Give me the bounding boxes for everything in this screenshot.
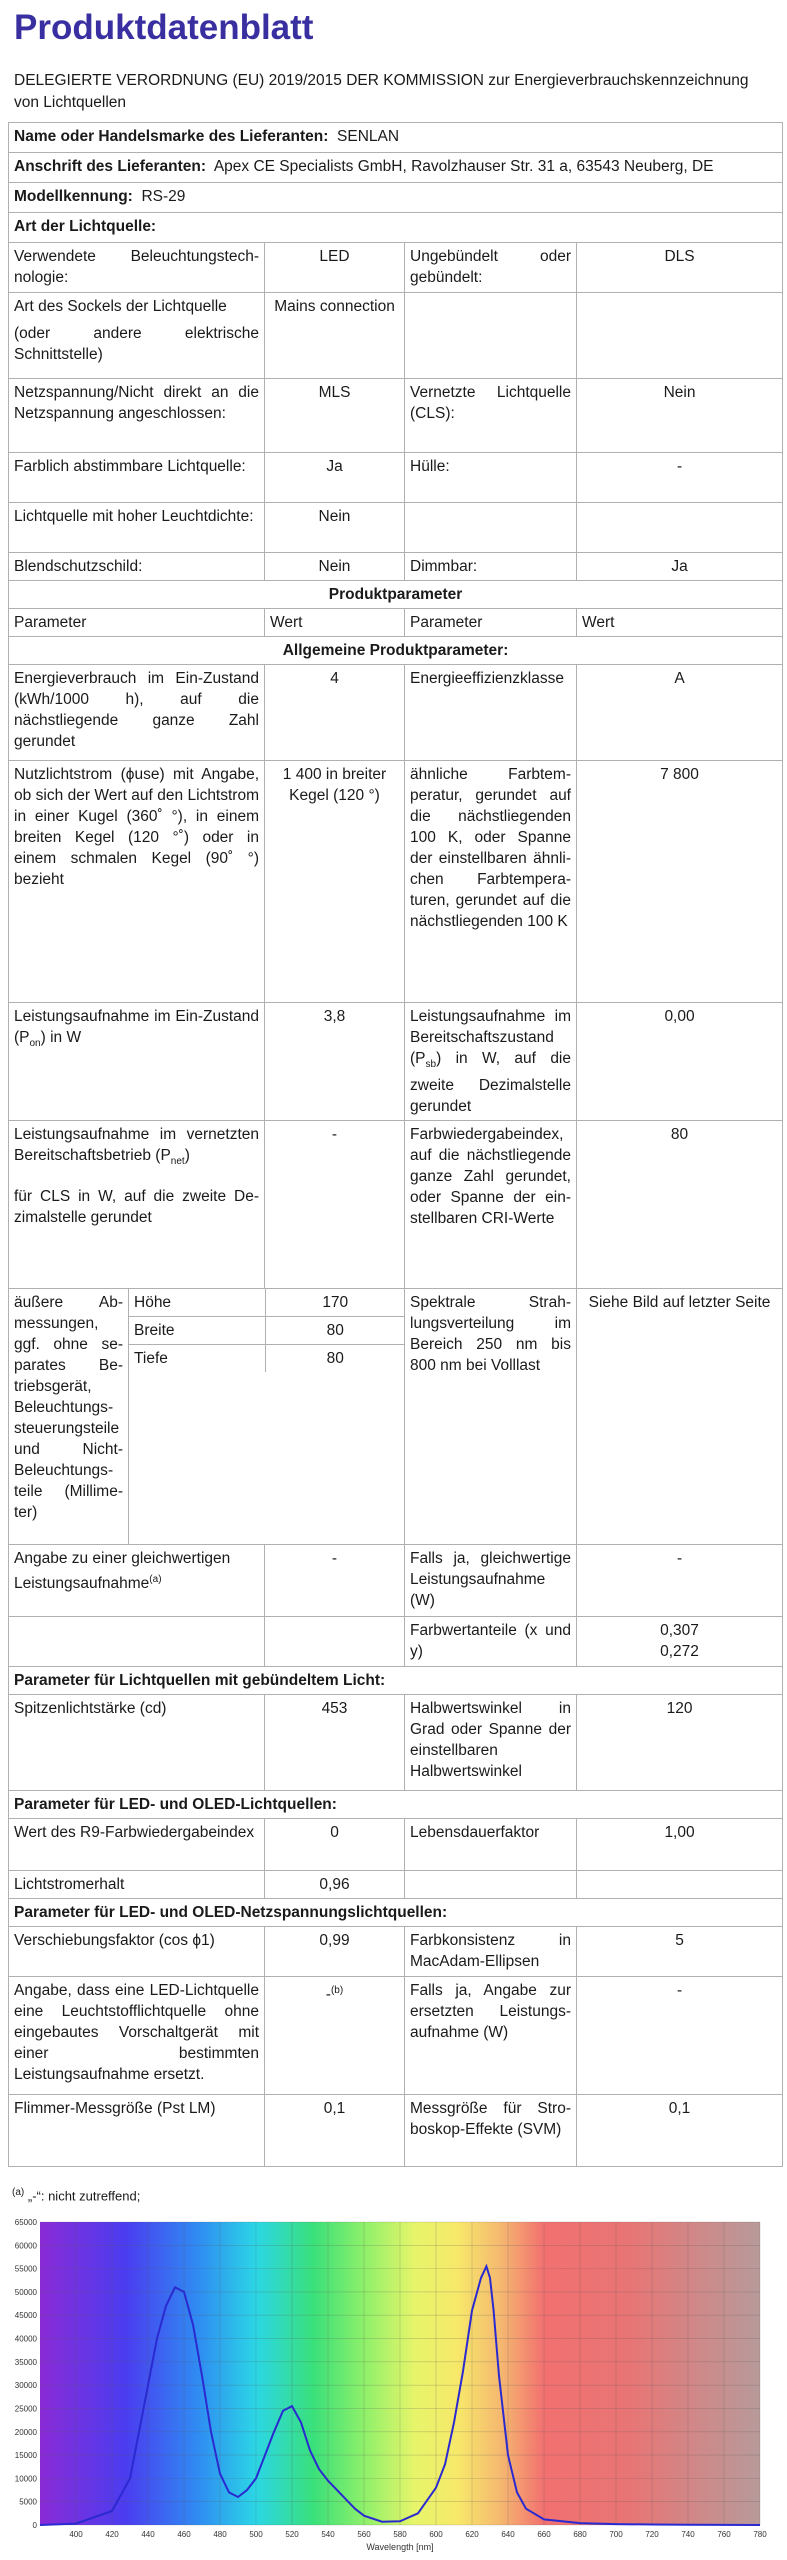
chart-x-tick-label: 440 <box>141 2530 155 2539</box>
standby-power-value: 0,00 <box>577 1003 783 1121</box>
param-row <box>9 665 783 761</box>
param-row <box>9 1695 783 1791</box>
light-type-row <box>9 503 783 553</box>
chart-x-tick-label: 480 <box>213 2530 227 2539</box>
col-param-header: Parameter <box>405 609 577 637</box>
depth-label: Tiefe <box>134 1350 168 1368</box>
networked-standby-value: - <box>265 1121 405 1289</box>
tunable-value: Ja <box>265 453 405 503</box>
chromaticity-x: 0,307 <box>660 1622 699 1640</box>
param-row <box>9 1819 783 1871</box>
energy-label: Energieverbrauch im Ein-Zustand (kWh/1000 h), auf die nächstliegende ganze Zahl gerundet <box>9 665 265 761</box>
chart-x-tick-label: 520 <box>285 2530 299 2539</box>
chart-y-tick-label: 35000 <box>14 2357 37 2367</box>
chart-x-tick-label: 540 <box>321 2530 335 2539</box>
chart-x-tick-label: 680 <box>573 2530 587 2539</box>
cri-value: 80 <box>577 1121 783 1289</box>
replaced-power-value: - <box>577 1977 783 2095</box>
on-mode-power-value: 3,8 <box>265 1003 405 1121</box>
efficiency-class-label: Energieeffizienzklasse <box>405 665 577 761</box>
supplier-address-row <box>9 153 783 183</box>
param-row <box>9 1871 783 1899</box>
model-row <box>9 183 783 213</box>
chart-x-tick-label: 700 <box>609 2530 623 2539</box>
footnote-mark: (a) <box>12 2187 25 2198</box>
chart-x-tick-label: 780 <box>753 2530 767 2539</box>
cct-value: 7 800 <box>577 761 783 1003</box>
high-luminance-label: Lichtquelle mit hoher Leuchtdichte: <box>9 503 265 553</box>
light-type-row <box>9 379 783 453</box>
led-mains-heading-row <box>9 1899 783 1927</box>
height-value: 170 <box>265 1289 405 1317</box>
cri-label: Farbwiedergabeindex, auf die nächstliegende ganze Zahl gerundet, oder Spanne der einstellbaren CRI-Werte <box>405 1121 577 1289</box>
beam-angle-value: 120 <box>577 1695 783 1791</box>
general-params-heading: Allgemeine Produktparameter: <box>9 637 783 665</box>
stroboscopic-label: Messgröße für Stroboskop-Effekte (SVM) <box>405 2095 577 2167</box>
chart-y-tick-label: 40000 <box>14 2334 37 2344</box>
chart-x-tick-label: 720 <box>645 2530 659 2539</box>
cap-type-label: Art des Sockels der Lichtquelle <box>14 298 227 315</box>
chart-x-tick-label: 500 <box>249 2530 263 2539</box>
on-mode-power-label: Leistungsaufnahme im Ein-Zustand $(P_{on})$ in W <box>9 1003 265 1121</box>
mains-value: MLS <box>265 379 405 453</box>
r9-value: 0 <box>265 1819 405 1871</box>
chart-y-tick-label: 25000 <box>14 2404 37 2414</box>
led-oled-heading-row <box>9 1791 783 1819</box>
param-row <box>9 1927 783 1977</box>
standby-power-label: Leistungsaufnahme im Bereitschaftszustand $(P_{sb})$ in W, auf die zweite Dezimalstelle gerundet <box>405 1003 577 1121</box>
dimmable-label: Dimmbar: <box>405 553 577 581</box>
chart-x-tick-label: 660 <box>537 2530 551 2539</box>
cct-label: ähnliche Farbtemperatur, gerundet auf die nächstliegenden 100 K, oder Spanne der einstellbaren ähnlichen Farbtemperaturen, gerundet auf die nächstliegenden 100 K <box>405 761 577 1003</box>
equivalent-power-value: - <box>265 1545 405 1617</box>
envelope-value: - <box>577 453 783 503</box>
lumen-maintenance-value: 0,96 <box>265 1871 405 1899</box>
energy-value: 4 <box>265 665 405 761</box>
chart-x-tick-label: 560 <box>357 2530 371 2539</box>
chart-grid <box>40 2222 760 2525</box>
high-luminance-value: Nein <box>265 503 405 553</box>
chart-x-tick-label: 600 <box>429 2530 443 2539</box>
cap-type-value: Mains connection <box>265 293 405 379</box>
replaced-power-label: Falls ja, Angabe zur ersetzten Leistungsaufnahme (W) <box>405 1977 577 2095</box>
chart-x-tick-label: 400 <box>69 2530 83 2539</box>
chart-x-tick-label: 640 <box>501 2530 515 2539</box>
product-params-heading: Produktparameter <box>9 581 783 609</box>
empty-cell <box>405 503 577 553</box>
chart-y-tick-label: 45000 <box>14 2311 37 2321</box>
param-row <box>9 1617 783 1667</box>
networked-standby-label: Leistungsaufnahme im vernetzten Bereitschaftsbetrieb $(P_{net})$ für CLS in W, auf die zweite Dezimalstelle gerundet <box>9 1121 265 1289</box>
chart-x-tick-label: 580 <box>393 2530 407 2539</box>
light-type-row <box>9 453 783 503</box>
product-params-heading-row <box>9 581 783 609</box>
chart-y-tick-label: 0 <box>32 2521 37 2530</box>
tunable-label: Farblich abstimmbare Lichtquelle: <box>9 453 265 503</box>
replacement-claim-value: -$^{(b)}$ <box>265 1977 405 2095</box>
footnote-text: „-“: nicht zutreffend; <box>27 2188 141 2204</box>
dimmable-value: Ja <box>577 553 783 581</box>
chart-x-tick-label: 420 <box>105 2530 119 2539</box>
general-params-heading-row <box>9 637 783 665</box>
height-label: Höhe <box>129 1289 265 1317</box>
datasheet-table <box>8 122 783 2167</box>
light-type-heading: Art der Lichtquelle: <box>9 213 783 243</box>
empty-cell <box>405 1871 577 1899</box>
chart-y-tick-label: 60000 <box>14 2241 37 2251</box>
supplier-name-label: Name oder Handelsmarke des Lieferanten: <box>14 128 329 145</box>
supplier-name-row <box>9 123 783 153</box>
flicker-value: 0,1 <box>265 2095 405 2167</box>
efficiency-class-value: A <box>577 665 783 761</box>
peak-intensity-label: Spitzenlichtstärke (cd) <box>9 1695 265 1791</box>
anti-glare-value: Nein <box>265 553 405 581</box>
beam-angle-label: Halbwertswinkel in Grad oder Spanne der einstellbaren Halbwertswinkel <box>405 1695 577 1791</box>
chart-x-tick-label: 620 <box>465 2530 479 2539</box>
lumen-maintenance-label: Lichtstromerhalt <box>9 1871 265 1899</box>
chromaticity-value <box>577 1617 783 1667</box>
param-row <box>9 1289 783 1545</box>
supplier-address-value: Apex CE Specialists GmbH, Ravolzhauser Str. 31 a, 63543 Neuberg, DE <box>213 158 714 175</box>
r9-label: Wert des R9-Farbwiedergabeindex <box>9 1819 265 1871</box>
chart-x-axis-label: Wavelength [nm] <box>366 2542 434 2552</box>
flicker-label: Flimmer-Messgröße (Pst LM) <box>9 2095 265 2167</box>
regulation-subtitle: DELEGIERTE VERORDNUNG (EU) 2019/2015 DER KOMMISSION zur Energieverbrauchskennzeichnung von Lichtquellen <box>14 72 749 111</box>
technology-value: LED <box>265 243 405 293</box>
chart-y-tick-label: 50000 <box>14 2287 37 2297</box>
displacement-factor-value: 0,99 <box>265 1927 405 1977</box>
peak-intensity-value: 453 <box>265 1695 405 1791</box>
directional-heading-row <box>9 1667 783 1695</box>
light-type-row <box>9 553 783 581</box>
equivalent-power-if-yes-label: Falls ja, gleichwertige Leistungsaufnahme (W) <box>405 1545 577 1617</box>
dimensions-subtable <box>129 1289 405 1372</box>
empty-cell <box>577 503 783 553</box>
empty-cell <box>405 293 577 379</box>
cap-type-sublabel: (oder andere elektrische Schnittstelle) <box>14 325 259 363</box>
depth-value: 80 <box>265 1345 405 1373</box>
footnote <box>12 2187 140 2203</box>
param-row <box>9 761 783 1003</box>
column-header-row <box>9 609 783 637</box>
chart-x-tick-label: 740 <box>681 2530 695 2539</box>
led-mains-heading: Parameter für LED- und OLED-Netzspannungslichtquellen: <box>9 1899 783 1927</box>
chart-y-tick-label: 15000 <box>14 2451 37 2461</box>
chart-y-tick-label: 30000 <box>14 2381 37 2391</box>
empty-cell <box>577 1871 783 1899</box>
mains-label: Netzspannung/Nicht direkt an die Netzspannung angeschlossen: <box>9 379 265 453</box>
replacement-claim-label: Angabe, dass eine LED-Lichtquelle eine Leuchtstofflichtquelle ohne eingebautes Vorschaltgerät mit einer bestimmten Leistungsaufnahme ersetzt. <box>9 1977 265 2095</box>
empty-cell <box>265 1617 405 1667</box>
supplier-address-label: Anschrift des Lieferanten: <box>14 158 207 175</box>
light-type-row <box>9 243 783 293</box>
cls-value: Nein <box>577 379 783 453</box>
colour-consistency-label: Farbkonsistenz in MacAdam-Ellipsen <box>405 1927 577 1977</box>
equivalent-power-label: Angabe zu einer gleichwertigen Leistungsaufnahme$^{(a)}$ <box>9 1545 265 1617</box>
chart-y-tick-label: 20000 <box>14 2427 37 2437</box>
chart-y-tick-label: 55000 <box>14 2264 37 2274</box>
technology-label: Verwendete Beleuchtungstechnologie: <box>9 243 265 293</box>
chromaticity-y: 0,272 <box>660 1643 699 1661</box>
light-type-row <box>9 293 783 379</box>
chart-x-tick-label: 760 <box>717 2530 731 2539</box>
param-row <box>9 1977 783 2095</box>
dimensions-cell <box>129 1289 405 1545</box>
survival-factor-value: 1,00 <box>577 1819 783 1871</box>
model-value: RS-29 <box>141 188 186 205</box>
empty-cell <box>577 293 783 379</box>
dimensions-label: äußere Abmessungen, ggf. ohne separates Betriebsgerät, Beleuchtungssteuerungsteile und Nicht-Beleuchtungsteile (Millimeter) <box>9 1289 129 1545</box>
width-value: 80 <box>265 1317 405 1345</box>
spectral-distribution-chart <box>8 2210 768 2555</box>
directional-type-label: Ungebündelt oder gebündelt: <box>405 243 577 293</box>
chart-y-tick-label: 65000 <box>14 2218 37 2227</box>
chromaticity-label: Farbwertanteile (x und y) <box>405 1617 577 1667</box>
led-oled-heading: Parameter für LED- und OLED-Lichtquellen: <box>9 1791 783 1819</box>
param-row <box>9 1545 783 1617</box>
col-value-header: Wert <box>265 609 405 637</box>
cls-label: Vernetzte Lichtquelle (CLS): <box>405 379 577 453</box>
useful-flux-value: 1 400 in breiter Kegel (120 °) <box>265 761 405 1003</box>
supplier-name-value: SENLAN <box>337 128 400 145</box>
anti-glare-label: Blendschutzschild: <box>9 553 265 581</box>
equivalent-power-if-yes-value: - <box>577 1545 783 1617</box>
survival-factor-label: Lebensdauerfaktor <box>405 1819 577 1871</box>
colour-consistency-value: 5 <box>577 1927 783 1977</box>
model-label: Modellkennung: <box>14 188 133 205</box>
width-label: Breite <box>129 1317 265 1345</box>
empty-cell <box>9 1617 265 1667</box>
param-row <box>9 2095 783 2167</box>
light-type-heading-row <box>9 213 783 243</box>
spectral-distribution-label: Spektrale Strahlungsverteilung im Bereich 250 nm bis 800 nm bei Volllast <box>405 1289 577 1545</box>
col-value-header: Wert <box>577 609 783 637</box>
stroboscopic-value: 0,1 <box>577 2095 783 2167</box>
envelope-label: Hülle: <box>405 453 577 503</box>
directional-heading: Parameter für Lichtquellen mit gebündeltem Licht: <box>9 1667 783 1695</box>
useful-flux-label: Nutzlichtstrom (ϕuse) mit Angabe, ob sich der Wert auf den Lichtstrom in einer Kugel (360˚ °), in einem breiten Kegel (120 °˚) oder in einem schmalen Kegel (90˚ °) bezieht <box>9 761 265 1003</box>
chart-y-tick-label: 10000 <box>14 2474 37 2484</box>
page-title: Produktdatenblatt <box>14 8 314 47</box>
param-row <box>9 1121 783 1289</box>
chart-y-tick-label: 5000 <box>19 2497 37 2507</box>
directional-type-value: DLS <box>577 243 783 293</box>
spectral-distribution-value: Siehe Bild auf letzter Seite <box>577 1289 783 1545</box>
col-param-header: Parameter <box>9 609 265 637</box>
displacement-factor-label: Verschiebungsfaktor (cos ϕ1) <box>9 1927 265 1977</box>
param-row <box>9 1003 783 1121</box>
chart-x-tick-label: 460 <box>177 2530 191 2539</box>
